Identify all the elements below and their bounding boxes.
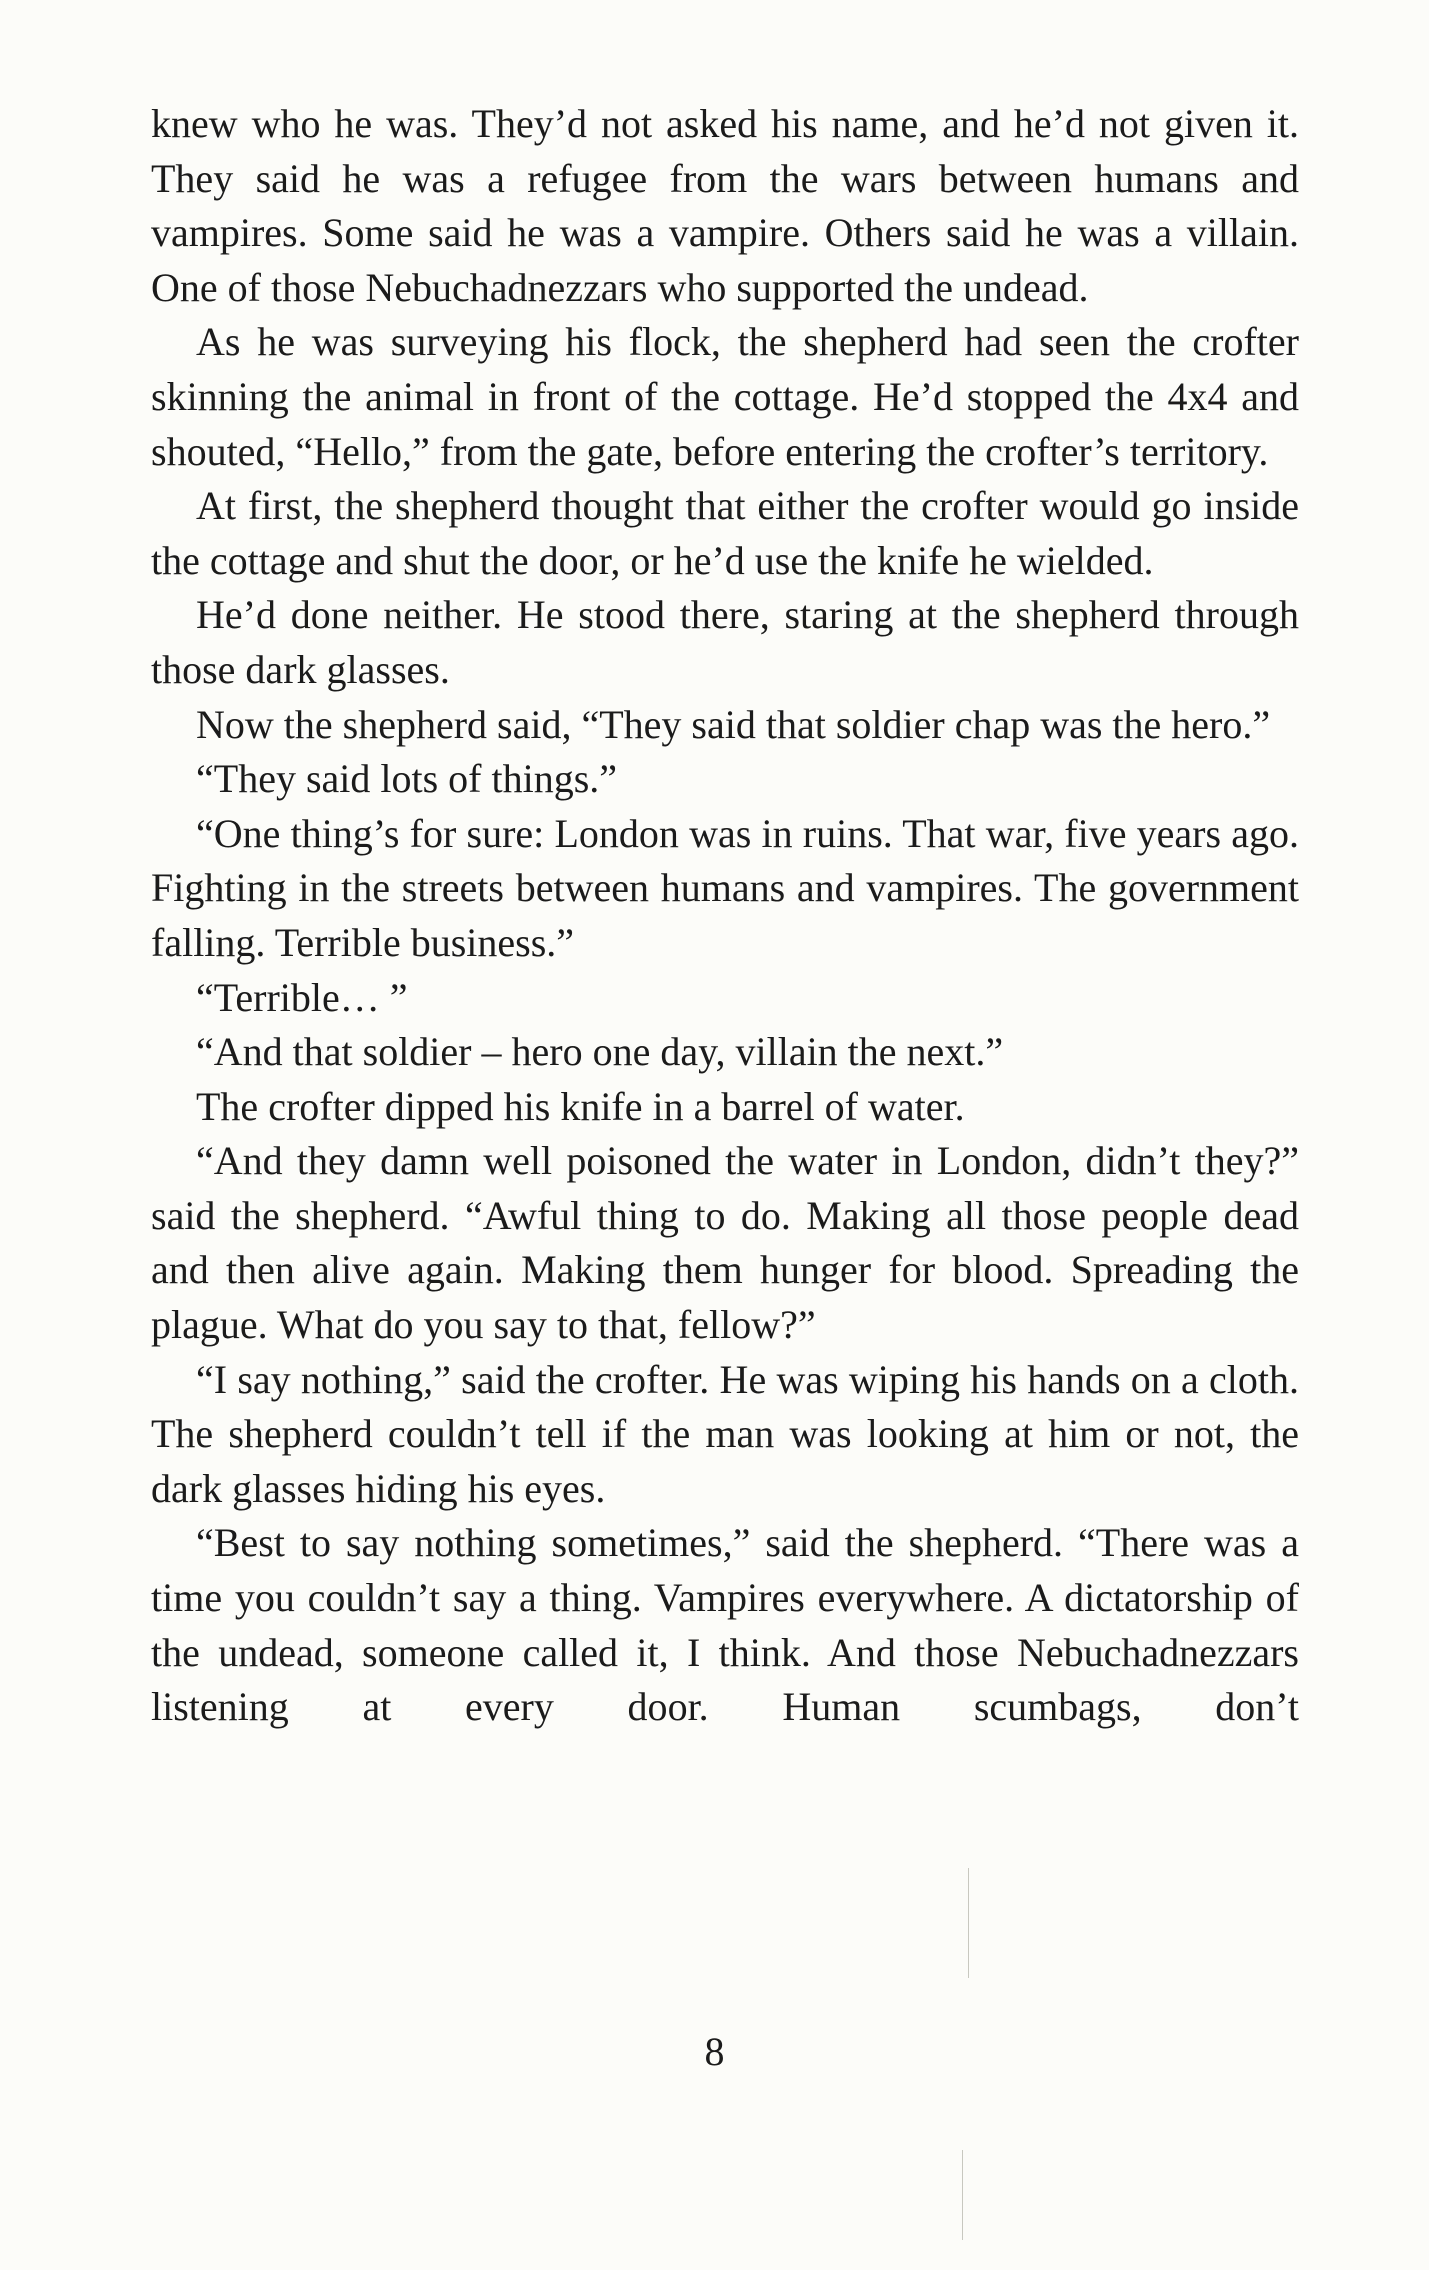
scan-crease-mark [962,2150,963,2240]
paragraph-2: As he was surveying his flock, the shepherd had seen the crofter skinning the animal in front of the cottage. He’d stopped the 4x4 and shouted, “Hello,” from the gate, before entering the crofter’s territory. [151,319,1299,474]
paragraph-6: “They said lots of things.” [196,756,618,802]
paragraph-11: “And they damn well poisoned the water in London, didn’t they?” said the shepherd. “Awful thing to do. Making all those people dead and then alive again. Making them hunger for blood. Spreading the plague. What do you say to that, fellow?” [151,1138,1299,1348]
paragraph-8: “Terrible… ” [196,974,408,1020]
paragraph-10: The crofter dipped his knife in a barrel of water. [196,1083,965,1129]
paragraph-13: “Best to say nothing sometimes,” said the shepherd. “There was a time you couldn’t say a thing. Vampires everywhere. A dictatorship of the undead, someone called it, I think. And those Nebuchadnezzars listening at every door. Human scumbags, don’t [151,1520,1299,1730]
paragraph-5: Now the shepherd said, “They said that soldier chap was the hero.” [196,701,1271,747]
scan-crease-mark [968,1868,969,1978]
paragraph-1: knew who he was. They’d not asked his name, and he’d not given it. They said he was a refugee from the wars between humans and vampires. Some said he was a vampire. Others said he was a villain. One of those Nebuchadnezzars who supported the undead. [151,101,1299,310]
paragraph-9: “And that soldier – hero one day, villain the next.” [196,1029,1004,1075]
page-number: 8 [704,2029,725,2074]
body-text [151,97,1299,1735]
paragraph-7: “One thing’s for sure: London was in ruins. That war, five years ago. Fighting in the streets between humans and vampires. The government falling. Terrible business.” [151,810,1299,965]
paragraph-4: He’d done neither. He stood there, staring at the shepherd through those dark glasses. [151,592,1299,692]
paragraph-12: “I say nothing,” said the crofter. He was wiping his hands on a cloth. The shepherd couldn’t tell if the man was looking at him or not, the dark glasses hiding his eyes. [151,1356,1299,1511]
paragraph-3: At first, the shepherd thought that either the crofter would go inside the cottage and shut the door, or he’d use the knife he wielded. [151,483,1299,583]
